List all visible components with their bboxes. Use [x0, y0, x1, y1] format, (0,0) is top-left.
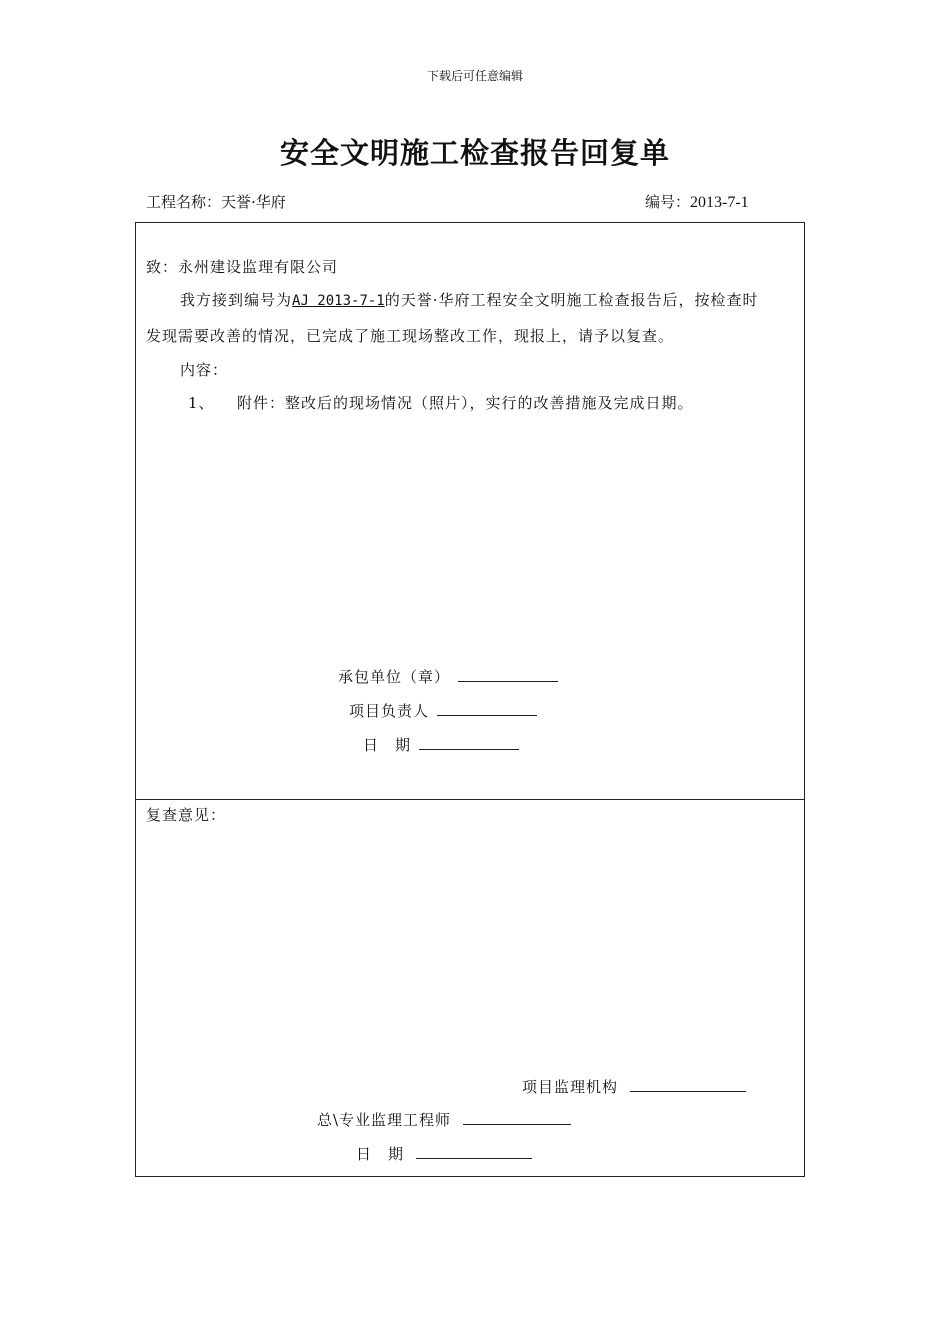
content-label: 内容： — [180, 361, 229, 379]
item-number: 1、 — [188, 394, 215, 412]
page-title: 安全文明施工检查报告回复单 — [279, 136, 670, 170]
reply-date-row — [363, 734, 519, 755]
reply-section — [135, 222, 805, 800]
document-number-value: 2013-7-1 — [690, 194, 749, 211]
manager-signature-row — [349, 700, 537, 721]
engineer-signature-line — [463, 1112, 571, 1125]
review-date-row — [356, 1143, 532, 1164]
paragraph-prefix: 我方接到编号为 — [180, 291, 293, 309]
review-date-label: 日 期 — [356, 1145, 405, 1163]
contractor-label: 承包单位（章） — [338, 668, 451, 686]
manager-label: 项目负责人 — [349, 702, 430, 720]
project-name-label: 工程名称： — [146, 193, 222, 211]
document-number-row — [645, 191, 749, 212]
contractor-signature-line — [458, 669, 558, 682]
contractor-signature-row — [338, 666, 558, 687]
project-name-value: 天誉·华府 — [221, 193, 286, 211]
addressee: 致：永州建设监理有限公司 — [146, 258, 339, 276]
project-name-row — [146, 191, 286, 212]
reply-date-line — [419, 737, 519, 750]
reply-paragraph-line2: 发现需要改善的情况，已完成了施工现场整改工作，现报上，请予以复查。 — [146, 327, 675, 345]
review-date-line — [416, 1146, 532, 1159]
report-reference-number: AJ 2013-7-1 — [292, 293, 385, 309]
agency-label: 项目监理机构 — [522, 1078, 619, 1096]
review-section — [135, 799, 805, 1177]
paragraph-line1-rest: 的天誉·华府工程安全文明施工检查报告后，按检查时 — [384, 291, 759, 309]
engineer-signature-row — [317, 1109, 571, 1130]
agency-signature-line — [630, 1079, 746, 1092]
document-number-label: 编号： — [645, 193, 691, 211]
download-note: 下载后可任意编辑 — [426, 69, 523, 83]
item-text: 附件：整改后的现场情况（照片），实行的改善措施及完成日期。 — [237, 394, 694, 412]
reply-paragraph-line1 — [180, 289, 759, 310]
reply-date-label: 日 期 — [363, 736, 412, 754]
manager-signature-line — [437, 703, 537, 716]
engineer-label: 总\专业监理工程师 — [317, 1111, 452, 1129]
agency-signature-row — [522, 1076, 746, 1097]
review-opinion-label: 复查意见： — [146, 806, 227, 824]
